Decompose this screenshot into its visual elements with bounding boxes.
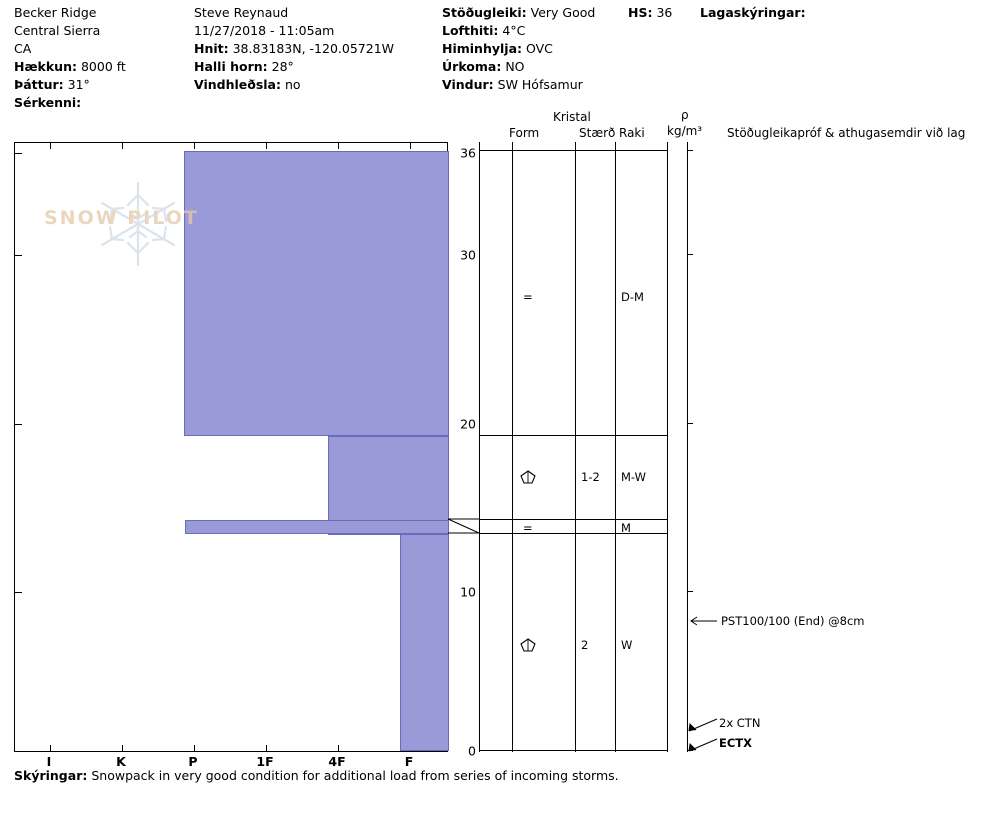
depth-axis-labels: [450, 142, 476, 762]
grid-vline-size-wetness: [615, 142, 616, 752]
layer1-wetness: D-M: [621, 290, 644, 304]
header-datetime: 11/27/2018 - 11:05am: [194, 23, 335, 38]
stability-test-ctn: 2x CTN: [719, 716, 761, 730]
layer-bar-4: [400, 534, 449, 751]
header-state: CA: [14, 41, 32, 56]
depth-label-30: 30: [460, 247, 476, 263]
pst-arrow-icon: [689, 615, 719, 627]
hardness-tick-top-K: [122, 143, 123, 149]
header-sky-cover: Himinhylja: OVC: [442, 41, 553, 56]
ctn-pointer-icon: [687, 717, 719, 733]
header-wind: Vindur: SW Hófsamur: [442, 77, 583, 92]
header-characteristics: Sérkenni:: [14, 95, 82, 110]
grid-hline-layer3-4: [479, 533, 667, 534]
profile-header: [0, 0, 994, 108]
header-coordinates: Hnit: 38.83183N, -120.05721W: [194, 41, 395, 56]
header-region: Central Sierra: [14, 23, 101, 38]
density-tick-top: [687, 150, 693, 151]
header-stability-tests: Stöðugleikapróf & athugasemdir við lag: [727, 126, 966, 140]
stability-test-ectx: ECTX: [719, 736, 753, 750]
grid-vline-form-left: [512, 142, 513, 752]
hardness-tick-bottom-1F: [266, 745, 267, 751]
grid-hline-layer1-2: [479, 435, 667, 436]
depth-label-20: 20: [460, 416, 476, 432]
depth-tick-20: [15, 424, 22, 425]
hardness-tick-bottom-I: [50, 745, 51, 751]
header-column-conditions: [442, 4, 595, 94]
hardness-tick-bottom-K: [122, 745, 123, 751]
thin-layer-connector: [448, 512, 488, 544]
hardness-tick-top-F: [410, 143, 411, 149]
hardness-tick-bottom-P: [194, 745, 195, 751]
density-tick-20: [687, 423, 693, 424]
layer3-wetness: M: [621, 521, 631, 535]
depth-tick-10: [15, 592, 22, 593]
hardness-profile-plot: [14, 142, 448, 752]
header-column-observer: [194, 4, 394, 94]
hardness-label-P: P: [188, 754, 198, 769]
header-air-temp: Lofthiti: 4°C: [442, 23, 526, 38]
hardness-label-I: I: [46, 754, 52, 769]
comment-label: Skýringar:: [14, 768, 88, 783]
hardness-label-4F: 4F: [328, 754, 346, 769]
hardness-label-F: F: [404, 754, 414, 769]
density-tick-10: [687, 591, 693, 592]
layer3-grain-form: =: [523, 521, 533, 535]
hardness-tick-top-1F: [266, 143, 267, 149]
layer2-wetness: M-W: [621, 470, 646, 484]
grid-hline-layer2-3: [479, 519, 667, 520]
header-form: Form: [509, 126, 540, 140]
grid-hline-top: [479, 150, 667, 151]
header-raki: Raki: [619, 126, 645, 140]
header-observer-name: Steve Reynaud: [194, 5, 289, 20]
layer-bar-1: [184, 151, 449, 436]
grid-vline-left-border: [479, 142, 480, 752]
header-aspect: Þáttur: 31°: [14, 77, 90, 92]
header-wind-loading: Vindhleðsla: no: [194, 77, 301, 92]
header-elevation: Hækkun: 8000 ft: [14, 59, 126, 74]
layer4-wetness: W: [621, 638, 633, 652]
grid-hline-bottom: [479, 750, 667, 751]
header-slope-angle: Halli horn: 28°: [194, 59, 294, 74]
stability-test-pst: PST100/100 (End) @8cm: [721, 614, 865, 628]
depth-tick-0: [15, 751, 22, 752]
hardness-label-K: K: [116, 754, 126, 769]
depth-label-10: 10: [460, 584, 476, 600]
hardness-tick-top-I: [50, 143, 51, 149]
hardness-tick-bottom-4F: [338, 745, 339, 751]
layer-bar-3: [185, 520, 449, 534]
layer4-grain-size: 2: [581, 638, 589, 652]
header-staerd: Stærð: [579, 126, 616, 140]
depth-tick-30: [15, 255, 22, 256]
header-layer-notes-label: Lagaskýringar:: [700, 5, 806, 20]
header-rho: ρ: [681, 108, 689, 122]
depth-label-0: 0: [468, 743, 476, 759]
header-column-location: [14, 4, 126, 112]
crystal-density-test-grid: [479, 142, 979, 752]
depth-tick-36: [15, 153, 22, 154]
header-stability: Stöðugleiki: Very Good: [442, 5, 596, 20]
comment-text: Snowpack in very good condition for additional load from series of incoming storms.: [91, 768, 619, 783]
header-site-name: Becker Ridge: [14, 5, 97, 20]
density-tick-30: [687, 254, 693, 255]
hardness-tick-top-P: [194, 143, 195, 149]
grid-vline-density: [687, 142, 688, 752]
ectx-pointer-icon: [687, 737, 719, 753]
hardness-label-1F: 1F: [256, 754, 274, 769]
header-column-layer-notes: [700, 4, 806, 22]
layer2-facet-icon: [520, 470, 536, 484]
grid-column-headers: [479, 110, 989, 142]
depth-label-36: 36: [460, 145, 476, 161]
grid-vline-wetness-right: [667, 142, 668, 752]
header-kristal: Kristal: [553, 110, 591, 124]
layer1-grain-form: =: [523, 290, 533, 304]
hardness-tick-top-4F: [338, 143, 339, 149]
header-total-snow-height: HS: 36: [628, 5, 673, 20]
layer4-facet-icon: [520, 638, 536, 652]
comment-row: [14, 768, 974, 783]
header-column-hs: [628, 4, 672, 22]
layer2-grain-size: 1-2: [581, 470, 600, 484]
watermark-text: SNOW PILOT: [44, 207, 199, 229]
header-rho-units: kg/m³: [667, 124, 703, 138]
header-precipitation: Úrkoma: NO: [442, 59, 525, 74]
grid-vline-form-size: [575, 142, 576, 752]
